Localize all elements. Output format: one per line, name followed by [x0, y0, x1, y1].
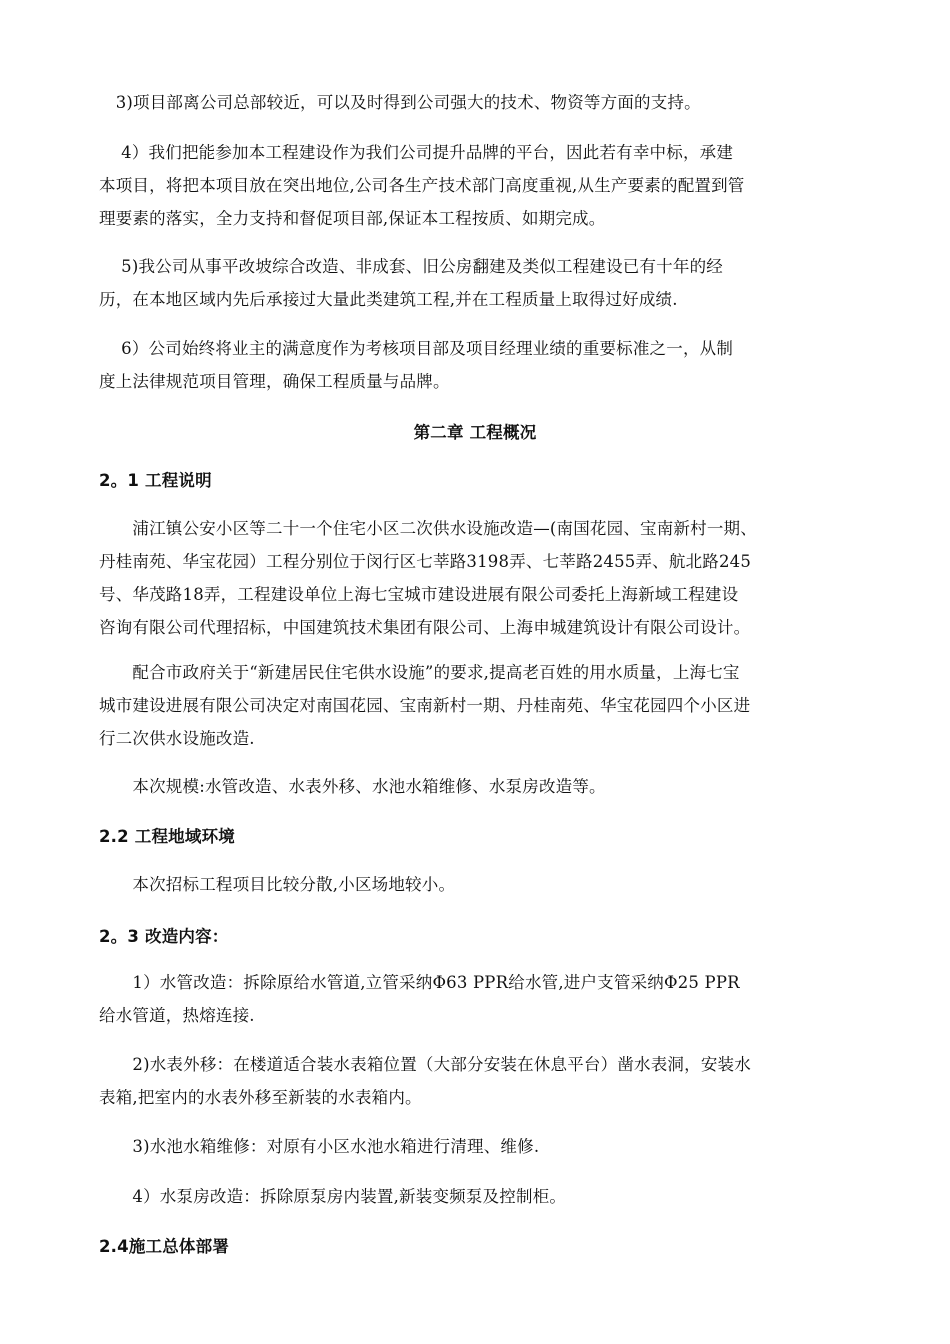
text-line: 4）我们把能参加本工程建设作为我们公司提升品牌的平台，因此若有幸中标，承建: [99, 143, 734, 162]
text-line: 5)我公司从事平改坡综合改造、非成套、旧公房翻建及类似工程建设已有十年的经: [99, 257, 723, 276]
text-line: 3)水池水箱维修：对原有小区水池水箱进行清理、维修.: [99, 1137, 540, 1156]
paragraph-item-5: [99, 250, 851, 316]
section-2-2-paragraph-1: [99, 868, 851, 901]
section-heading-2-3: 2。3 改造内容：: [99, 927, 229, 946]
section-2-1-paragraph-3: [99, 770, 851, 803]
text-line: 配合市政府关于“新建居民住宅供水设施”的要求,提高老百姓的用水质量，上海七宝: [99, 663, 740, 682]
text-line: 历，在本地区域内先后承接过大量此类建筑工程,并在工程质量上取得过好成绩.: [99, 290, 678, 309]
section-2-3-item-4: [99, 1180, 851, 1213]
text-line: 本次规模:水管改造、水表外移、水池水箱维修、水泵房改造等。: [99, 777, 606, 796]
text-line: 号、华茂路18弄，工程建设单位上海七宝城市建设进展有限公司委托上海新域工程建设: [99, 585, 739, 604]
section-heading-2-1: 2。1 工程说明: [99, 471, 212, 490]
paragraph-item-3: [99, 86, 851, 119]
text-line: 城市建设进展有限公司决定对南国花园、宝南新村一期、丹桂南苑、华宝花园四个小区进: [99, 696, 751, 715]
text-line: 1）水管改造：拆除原给水管道,立管采纳Φ63 PPR给水管,进户支管采纳Φ25 PPR: [99, 973, 740, 992]
text-line: 3)项目部离公司总部较近，可以及时得到公司强大的技术、物资等方面的支持。: [99, 93, 701, 112]
section-2-3-item-3: [99, 1130, 851, 1163]
text-line: 丹桂南苑、华宝花园）工程分别位于闵行区七莘路3198弄、七莘路2455弄、航北路245: [99, 552, 752, 571]
section-2-3-item-1: [99, 966, 851, 1032]
text-line: 4）水泵房改造：拆除原泵房内装置,新装变频泵及控制柜。: [99, 1187, 567, 1206]
section-heading-2-4: 2.4施工总体部署: [99, 1237, 230, 1256]
section-2-3-item-2: [99, 1048, 851, 1114]
text-line: 咨询有限公司代理招标，中国建筑技术集团有限公司、上海申城建筑设计有限公司设计。: [99, 618, 751, 637]
section-2-1-paragraph-2: [99, 656, 851, 755]
section-2-1-paragraph-1: [99, 512, 851, 644]
text-line: 浦江镇公安小区等二十一个住宅小区二次供水设施改造—(南国花园、宝南新村一期、: [99, 519, 757, 538]
paragraph-item-4: [99, 136, 851, 235]
text-line: 理要素的落实，全力支持和督促项目部,保证本工程按质、如期完成。: [99, 209, 606, 228]
text-line: 本次招标工程项目比较分散,小区场地较小。: [99, 875, 456, 894]
text-line: 行二次供水设施改造.: [99, 729, 255, 748]
section-heading-2-2: 2.2 工程地域环境: [99, 827, 235, 846]
chapter-title: 第二章 工程概况: [413, 423, 537, 442]
text-line: 度上法律规范项目管理，确保工程质量与品牌。: [99, 372, 450, 391]
text-line: 给水管道，热熔连接.: [99, 1006, 255, 1025]
text-line: 本项目，将把本项目放在突出地位,公司各生产技术部门高度重视,从生产要素的配置到管: [99, 176, 745, 195]
text-line: 表箱,把室内的水表外移至新装的水表箱内。: [99, 1088, 422, 1107]
paragraph-item-6: [99, 332, 851, 398]
text-line: 6）公司始终将业主的满意度作为考核项目部及项目经理业绩的重要标准之一，从制: [99, 339, 734, 358]
text-line: 2)水表外移：在楼道适合装水表箱位置（大部分安装在休息平台）凿水表洞，安装水: [99, 1055, 751, 1074]
